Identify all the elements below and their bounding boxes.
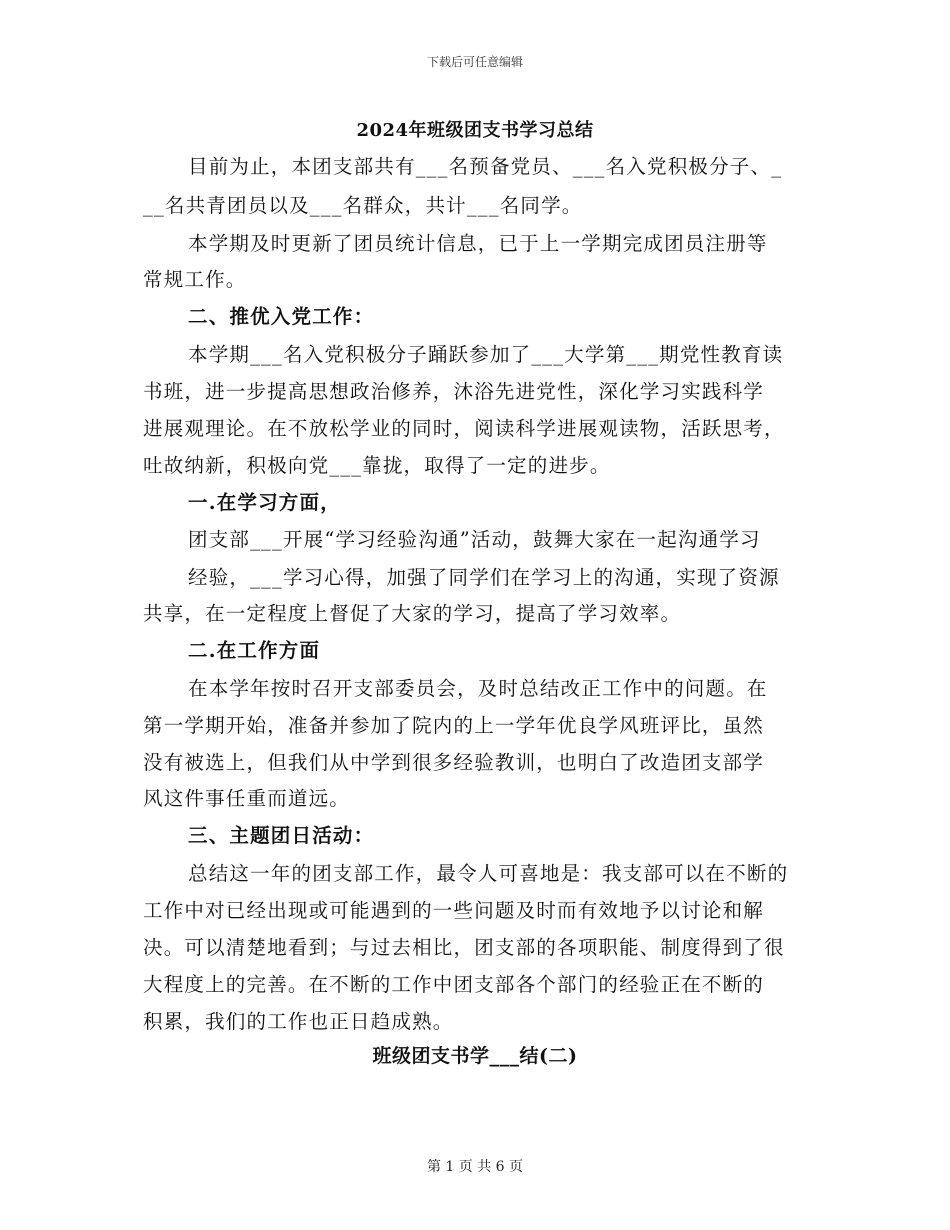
header-note: 下载后可任意编辑 xyxy=(426,55,523,69)
paragraph-line: 团支部___开展“学习经验沟通”活动，鼓舞大家在一起沟通学习 xyxy=(188,528,761,551)
paragraph-line: 经验，___学习心得，加强了同学们在学习上的沟通，实现了资源 xyxy=(188,566,780,589)
paragraph-line: 风这件事任重而道远。 xyxy=(143,787,351,810)
section-subtitle: 班级团支书学___结(二) xyxy=(372,1045,578,1067)
paragraph-line: 第一学期开始，准备并参加了院内的上一学年优良学风班评比，虽然 xyxy=(143,714,765,737)
paragraph-line: 大程度上的完善。在不断的工作中团支部各个部门的经验正在不断的 xyxy=(143,973,765,996)
paragraph-line: 总结这一年的团支部工作，最令人可喜地是：我支部可以在不断的 xyxy=(188,862,789,885)
paragraph-line: 目前为止，本团支部共有___名预备党员、___名入党积极分子、_ xyxy=(188,155,783,178)
paragraph-line: 吐故纳新，积极向党___靠拢，取得了一定的进步。 xyxy=(143,454,611,477)
paragraph-line: 工作中对已经出现或可能遇到的一些问题及时而有效地予以讨论和解 xyxy=(143,899,765,922)
paragraph-line: __名共青团员以及___名群众，共计___名同学。 xyxy=(143,194,583,217)
paragraph-line: 本学期及时更新了团员统计信息，已于上一学期完成团员注册等 xyxy=(188,232,768,255)
section-heading: 三、主题团日活动： xyxy=(188,824,375,847)
paragraph-line: 决。可以清楚地看到；与过去相比，团支部的各项职能、制度得到了很 xyxy=(143,936,785,959)
paragraph-line: 共享，在一定程度上督促了大家的学习，提高了学习效率。 xyxy=(143,602,682,625)
paragraph-line: 在本学年按时召开支部委员会，及时总结改正工作中的问题。在 xyxy=(188,677,768,700)
document-title: 2024年班级团支书学习总结 xyxy=(356,120,594,141)
section-heading: 二、推优入党工作： xyxy=(188,305,375,328)
paragraph-line: 常规工作。 xyxy=(143,268,247,291)
paragraph-line: 本学期___名入党积极分子踊跃参加了___大学第___期党性教育读 xyxy=(188,343,784,366)
section-heading: 二.在工作方面 xyxy=(188,639,321,662)
page-footer: 第 1 页 共 6 页 xyxy=(426,1159,524,1175)
paragraph-line: 没有被选上，但我们从中学到很多经验教训，也明白了改造团支部学 xyxy=(143,751,765,774)
section-heading: 一.在学习方面， xyxy=(188,491,341,514)
paragraph-line: 书班，进一步提高思想政治修养，沐浴先进党性，深化学习实践科学 xyxy=(143,380,765,403)
paragraph-line: 积累，我们的工作也正日趋成熟。 xyxy=(143,1010,454,1033)
paragraph-line: 进展观理论。在不放松学业的同时，阅读科学进展观读物，活跃思考， xyxy=(143,417,785,440)
